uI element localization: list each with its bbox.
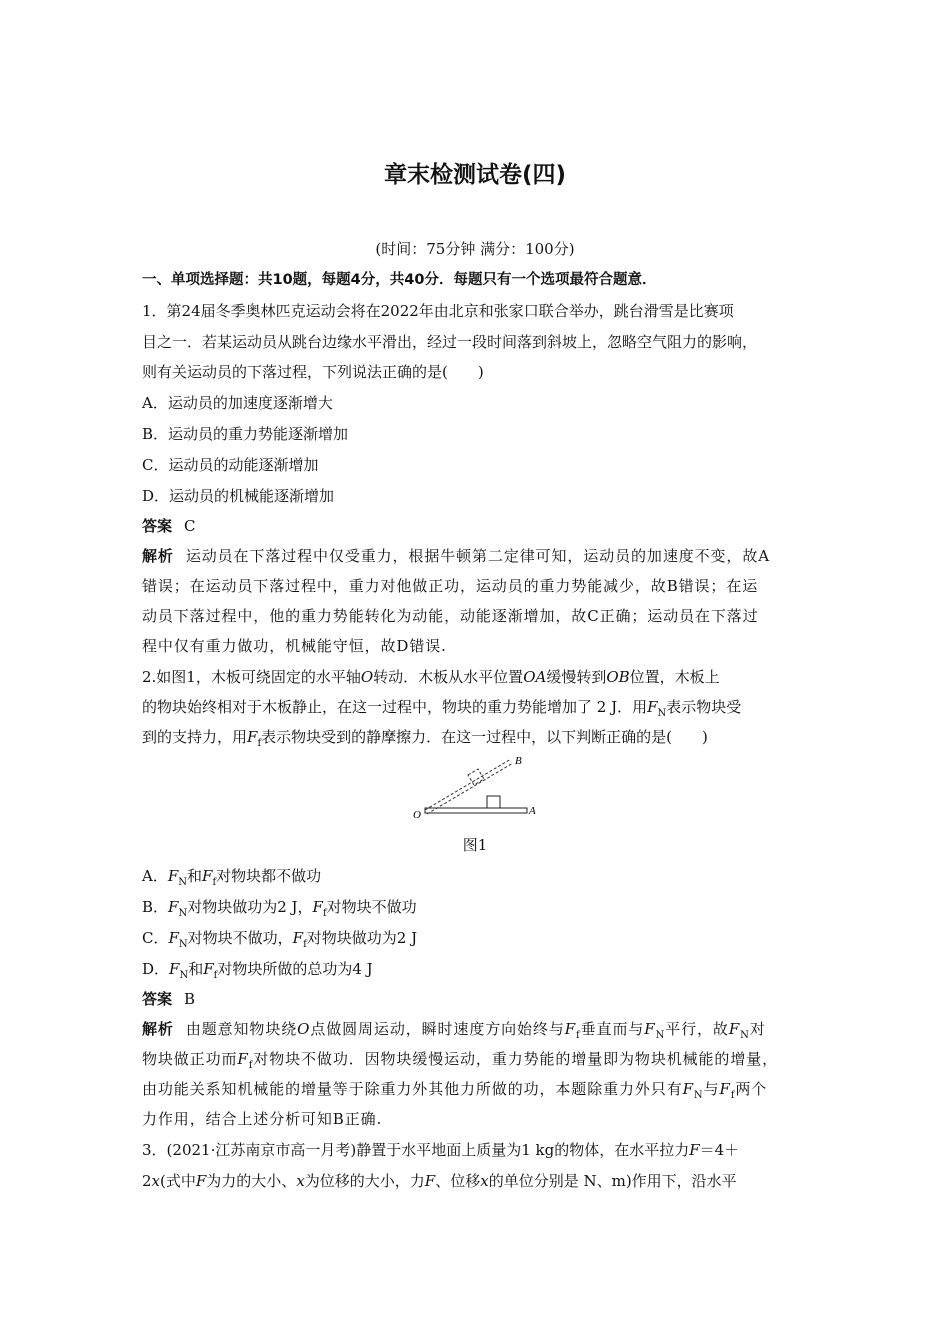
var-f: F [168,898,179,916]
text-run: 3．(2021·江苏南京市高一月考)静置于水平地面上质量为1 kg的物体，在水平拉力 [142,1141,690,1159]
var-f: F [719,1080,731,1098]
text-run: 、位移 [435,1172,481,1190]
text-run: 对物块做功为2 J [306,929,418,947]
q1-stem-line2: 目之一．若某运动员从跳台边缘水平滑出，经过一段时间落到斜坡上，忽略空气阻力的影响， [142,333,758,351]
text-run: 平行，故 [665,1020,729,1038]
var-f: F [169,960,180,978]
q2-stem-line3 [142,727,822,747]
var-f: F [195,1172,207,1190]
text-run: 对物块所做的总功为4 J [217,960,373,978]
q2-analysis-line3 [142,1079,822,1099]
q1-option-a: A．运动员的加速度逐渐增大 [142,394,333,412]
text-run: 为位移的大小，力 [304,1172,425,1190]
text-run: 到的支持力，用 [142,728,248,746]
text-run: 2 [142,1172,152,1190]
sub-n: N [740,1030,750,1041]
board-rotated-top [425,759,511,810]
var-ob: OB [606,668,630,686]
var-f: F [689,1141,700,1159]
q1-analysis-line3: 动员下落过程中，他的重力势能转化为动能，动能逐渐增加，故C正确；运动员在下落过 [142,607,759,625]
var-x: x [151,1172,161,1190]
var-x: x [296,1172,305,1190]
q1-answer [142,516,822,536]
text-run: 和 [187,867,203,885]
text-run: 与 [703,1080,720,1098]
var-f: F [247,728,258,746]
text-run: B． [142,898,169,916]
figure-incline-board [408,752,548,824]
sub-f: f [576,1030,581,1041]
text-run: 物块做正功而 [142,1050,238,1068]
analysis-label: 解析 [142,547,174,565]
text-run: 2.如图1，木板可绕固定的水平轴 [142,668,361,686]
var-f: F [203,960,214,978]
sub-f: f [322,908,327,919]
var-f: F [312,898,323,916]
text-run: 对物块都不做功 [216,867,322,885]
q2-analysis-line1 [142,1019,822,1039]
text-run: 由题意知物块绕 [185,1020,298,1038]
sub-n: N [178,908,188,919]
text-run: 缓慢转到 [546,668,607,686]
text-run: 的物块始终相对于木板静止，在这一过程中，物块的重力势能增加了 2 J．用 [142,698,648,716]
q3-stem-line2 [142,1171,822,1191]
q1-option-c: C．运动员的动能逐渐增加 [142,456,319,474]
q1-analysis-line4: 程中仅有重力做功，机械能守恒，故D错误. [142,637,447,655]
var-oa: OA [523,668,547,686]
label-b: B [515,755,522,767]
text-run: ＝4＋ [699,1141,740,1159]
text-run: 表示物块受 [666,698,742,716]
answer-label: 答案 [142,990,173,1008]
var-f: F [237,1050,249,1068]
sub-f: f [730,1090,736,1101]
var-f: F [167,867,179,885]
sub-f: f [212,877,217,888]
text-run: 对 [749,1020,766,1038]
analysis-text: 运动员在下落过程中仅受重力，根据牛顿第二定律可知，运动员的加速度不变，故A [185,547,770,565]
var-f: F [424,1172,436,1190]
text-run: 对物块不做功， [187,929,293,947]
text-run: 表示物块受到的静摩擦力．在这一过程中，以下判断正确的是( ) [261,728,708,746]
q2-option-b [142,897,822,917]
analysis-label: 解析 [142,1020,174,1038]
text-run: (式中 [160,1172,196,1190]
q2-option-d [142,959,822,979]
sub-f: f [303,939,307,950]
label-o: O [413,809,421,821]
text-run: 点做圆周运动，瞬时速度方向始终与 [310,1020,565,1038]
sub-f: f [213,970,218,981]
q3-stem-line1 [142,1140,822,1160]
exam-meta: (时间：75分钟 满分：100分) [375,240,575,258]
text-run: 对物块不做功．因物块缓慢运动，重力势能的增量即为物块机械能的增量， [253,1050,779,1068]
block-horizontal [487,796,500,808]
answer-value: C [184,517,196,535]
answer-value: B [184,990,196,1008]
var-o: O [297,1020,311,1038]
q1-analysis-line2: 错误；在运动员下落过程中，重力对他做正功，运动员的重力势能减少，故B错误；在运 [142,577,759,595]
text-run: 由功能关系知机械能的增量等于除重力外其他力所做的功，本题除重力外只有 [142,1080,683,1098]
label-a: A [529,805,536,817]
var-f: F [682,1080,694,1098]
text-run: 和 [188,960,204,978]
text-run: 为力的大小、 [206,1172,297,1190]
var-x: x [480,1172,489,1190]
var-f: F [564,1020,577,1038]
q2-analysis-line4: 力作用，结合上述分析可知B正确. [142,1110,383,1128]
text-run: D． [142,960,170,978]
q2-stem-line2 [142,697,822,717]
text-run: 的单位分别是 N、m)作用下，沿水平 [488,1172,737,1190]
page-title: 章末检测试卷(四) [383,162,567,188]
sub-n: N [178,877,188,888]
text-run: 转动．木板从水平位置 [373,668,524,686]
text-run: 对物块做功为2 J， [187,898,313,916]
var-f: F [728,1020,741,1038]
figure-caption: 图1 [462,836,488,854]
q2-answer [142,989,822,1009]
text-run: 位置，木板上 [629,668,720,686]
var-f: F [644,1020,656,1038]
q1-analysis-line1 [142,546,822,566]
q2-option-c [142,928,822,948]
q2-option-a [142,866,822,886]
text-run: 垂直而与 [580,1020,645,1038]
q1-stem-line1: 1．第24届冬季奥林匹克运动会将在2022年由北京和张家口联合举办，跳台滑雪是比赛项 [142,302,734,320]
var-f: F [647,698,658,716]
board-horizontal [425,808,527,813]
var-f: F [168,929,179,947]
text-run: 两个 [735,1080,768,1098]
sub-n: N [178,939,188,950]
var-o: O [360,668,374,686]
q2-analysis-line2 [142,1049,822,1069]
var-f: F [292,929,304,947]
sub-n: N [657,708,667,719]
q1-stem-line3: 则有关运动员的下落过程，下列说法正确的是( ) [142,363,484,381]
sub-f: f [248,1060,254,1071]
text-run: C． [142,929,169,947]
sub-n: N [693,1090,704,1101]
q2-stem-line1 [142,667,822,687]
text-run: 对物块不做功 [326,898,417,916]
text-run: A． [142,867,168,885]
answer-label: 答案 [142,517,173,535]
var-f: F [202,867,213,885]
sub-n: N [179,970,189,981]
q1-option-b: B．运动员的重力势能逐渐增加 [142,425,349,443]
section-heading: 一、单项选择题：共10题，每题4分，共40分．每题只有一个选项最符合题意． [142,272,657,288]
q1-option-d: D．运动员的机械能逐渐增加 [142,487,335,505]
sub-f: f [257,738,262,749]
sub-n: N [655,1030,666,1041]
